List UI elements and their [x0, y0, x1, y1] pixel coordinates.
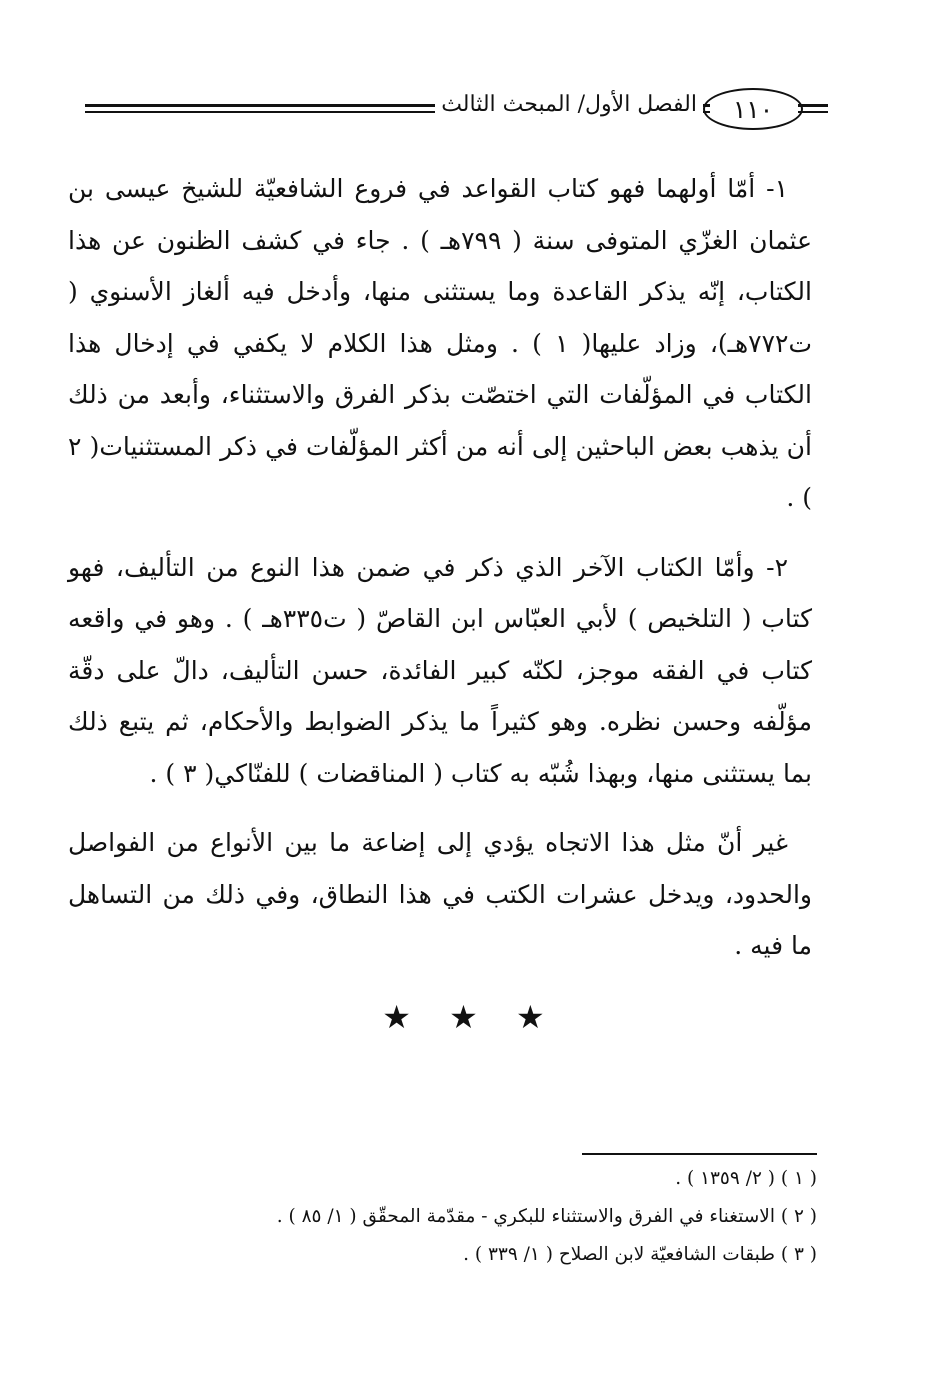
running-title: الفصل الأول/ المبحث الثالث: [435, 92, 703, 117]
page-number: ١١٠: [703, 88, 803, 130]
paragraph-2: ٢- وأمّا الكتاب الآخر الذي ذكر في ضمن هذا النوع من التأليف، فهو كتاب ( التلخيص ) لأبي العبّاس ابن القاصّ ( ت٣٣٥هـ ) . وهو في واقعه كتاب في الفقه موجز، لكنّه كبير الفائدة، حسن التأليف، دالّ على دقّة مؤلّفه وحسن نظره. وهو كثيراً ما يذكر الضوابط والأحكام، ثم يتبع ذلك بما يستثنى منها، وبهذا شُبّه به كتاب ( المناقضات ) للفنّاكي( ٣ ) .: [68, 552, 812, 788]
footnotes: [200, 1160, 817, 1274]
paragraph-3: غير أنّ مثل هذا الاتجاه يؤدي إلى إضاعة ما بين الأنواع من الفواصل والحدود، ويدخل عشرات الكتب في هذا النطاق، وفي ذلك من التساهل ما فيه .: [68, 828, 812, 960]
paragraph-1: ١- أمّا أولهما فهو كتاب القواعد في فروع الشافعيّة للشيخ عيسى بن عثمان الغزّي المتوفى سنة ( ٧٩٩هـ ) . جاء في كشف الظنون عن هذا الكتاب، إنّه يذكر القاعدة وما يستثنى منها، وأدخل فيه ألغاز الأسنوي ( ت٧٧٢هـ)، وزاد عليها( ١ ) . ومثل هذا الكلام لا يكفي في إدخال هذا الكتاب في المؤلّفات التي اختصّت بذكر الفرق والاستثناء، وأبعد من ذلك أن يذهب بعض الباحثين إلى أنه من أكثر المؤلّفات في ذكر المستثنيات( ٢ ) .: [68, 174, 812, 512]
footnote-1: ( ١ ) ( ٢/ ١٣٥٩ ) .: [675, 1168, 817, 1189]
footnote-3: ( ٣ ) طبقات الشافعيّة لابن الصلاح ( ١/ ٣٣٩ ) .: [463, 1244, 817, 1265]
footnote-2: ( ٢ ) الاستغناء في الفرق والاستثناء للبكري - مقدّمة المحقّق ( ١/ ٨٥ ) .: [276, 1206, 817, 1227]
section-separator: ★ ★ ★: [382, 998, 559, 1036]
footnote-rule: [582, 1153, 817, 1155]
main-text: [68, 163, 812, 990]
